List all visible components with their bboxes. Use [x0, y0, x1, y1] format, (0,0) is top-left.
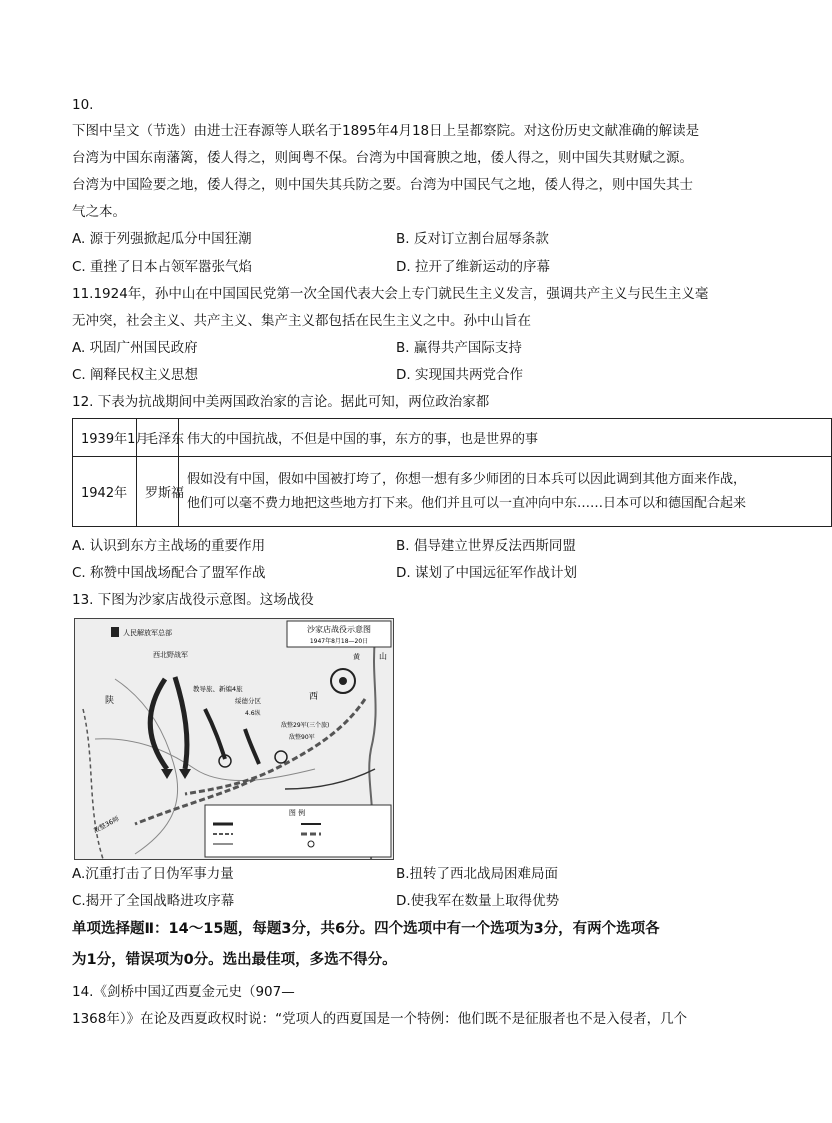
q11-option-a[interactable]: A. 巩固广州国民政府	[72, 340, 198, 356]
q13-stem: 13. 下图为沙家店战役示意图。这场战役	[72, 592, 314, 608]
q13-option-d[interactable]: D.使我军在数量上取得优势	[396, 893, 560, 909]
q14-line-1: 14.《剑桥中国辽西夏金元史（907—	[72, 984, 295, 1000]
q12-quote-roosevelt-line-2: 他们可以毫不费力地把这些地方打下来。他们并且可以一直冲向中东……日本可以和德国配合起来	[187, 495, 747, 511]
q12-stem: 12. 下表为抗战期间中美两国政治家的言论。据此可知，两位政治家都	[72, 394, 490, 410]
q13-option-b[interactable]: B.扭转了西北战局困难局面	[396, 866, 559, 882]
enemy3-label: 敌整36师	[92, 814, 121, 835]
q12-quote-table	[72, 418, 832, 527]
q12-option-d[interactable]: D. 谋划了中国远征军作战计划	[396, 565, 577, 581]
table-row	[73, 457, 832, 527]
q10-option-d[interactable]: D. 拉开了维新运动的序幕	[396, 259, 550, 275]
q12-quote-roosevelt-line-1: 假如没有中国，假如中国被打垮了，你想一想有多少师团的日本兵可以因此调到其他方面来作战，	[187, 471, 747, 487]
q12-option-b[interactable]: B. 倡导建立世界反法西斯同盟	[396, 538, 576, 554]
q11-stem-line-1: 11.1924年，孙中山在中国国民党第一次全国代表大会上专门就民生主义发言，强调共产主义与民生主义毫	[72, 286, 709, 302]
q13-option-a[interactable]: A.沉重打击了日伪军事力量	[72, 866, 234, 882]
q10-quote-line-3: 气之本。	[72, 204, 126, 220]
army-label: 西北野战军	[153, 651, 188, 659]
q12-quote-mao: 伟大的中国抗战，不但是中国的事，东方的事，也是世界的事	[179, 419, 832, 457]
province-label-xi: 西	[309, 692, 319, 702]
q11-option-b[interactable]: B. 赢得共产国际支持	[396, 340, 522, 356]
q12-year-1939: 1939年1月	[73, 419, 137, 457]
q10-option-b[interactable]: B. 反对订立割台屈辱条款	[396, 231, 549, 247]
battle-map-drawing	[75, 619, 393, 859]
q14-line-2: 1368年）》在论及西夏政权时说：“党项人的西夏国是一个特例：他们既不是征服者也不是入侵者，几个	[72, 1011, 688, 1027]
q13-option-c[interactable]: C.揭开了全国战略进攻序幕	[72, 893, 235, 909]
encirclement-icon	[339, 677, 347, 685]
province-label-shanxi: 山	[379, 652, 387, 661]
hq-label: 人民解放军总部	[123, 629, 172, 637]
section-2-heading-line-1: 单项选择题Ⅱ：14～15题，每题3分，共6分。四个选项中有一个选项为3分，有两个选项各	[72, 921, 660, 937]
map-legend-title: 图 例	[288, 809, 306, 817]
table-row	[73, 419, 832, 457]
river-label: 黄	[353, 653, 360, 661]
column-label: 绥德分区	[235, 697, 261, 705]
q10-number: 10.	[72, 97, 94, 113]
q11-option-c[interactable]: C. 阐释民权主义思想	[72, 367, 199, 383]
q12-year-1942: 1942年	[73, 457, 137, 527]
province-label-shaan: 陕	[105, 696, 115, 706]
q12-option-a[interactable]: A. 认识到东方主战场的重要作用	[72, 538, 266, 554]
shajiadian-battle-map	[74, 618, 394, 860]
q11-stem-line-2: 无冲突，社会主义、共产主义、集产主义都包括在民生主义之中。孙中山旨在	[72, 313, 531, 329]
enemy1-label: 敌整29军(三个旅)	[281, 722, 330, 729]
q12-person-roosevelt: 罗斯福	[137, 457, 179, 527]
map-title: 沙家店战役示意图	[307, 625, 371, 634]
section-2-heading-line-2: 为1分，错误项为0分。选出最佳项，多选不得分。	[72, 952, 397, 968]
column-units-label: 4.6纵	[245, 710, 261, 717]
enemy2-label: 敌整90军	[289, 734, 315, 741]
q10-stem: 下图中呈文（节选）由进士汪春源等人联名于1895年4月18日上呈都察院。对这份历史文献准确的解读是	[72, 123, 700, 139]
q10-option-c[interactable]: C. 重挫了日本占领军嚣张气焰	[72, 259, 253, 275]
q12-option-c[interactable]: C. 称赞中国战场配合了盟军作战	[72, 565, 266, 581]
army-units-label: 教导旅、新编4旅	[193, 685, 243, 693]
q12-quote-roosevelt	[179, 457, 832, 527]
q10-quote-line-2: 台湾为中国险要之地，倭人得之，则中国失其兵防之要。台湾为中国民气之地，倭人得之，则中国失其士	[72, 177, 693, 193]
q12-person-mao: 毛泽东	[137, 419, 179, 457]
q10-option-a[interactable]: A. 源于列强掀起瓜分中国狂潮	[72, 231, 252, 247]
map-date: 1947年8月18—20日	[309, 638, 369, 645]
q10-quote-line-1: 台湾为中国东南藩篱，倭人得之，则闽粤不保。台湾为中国膏腴之地，倭人得之，则中国失其财赋之源。	[72, 150, 693, 166]
q11-option-d[interactable]: D. 实现国共两党合作	[396, 367, 523, 383]
hq-flag-icon	[111, 627, 119, 637]
